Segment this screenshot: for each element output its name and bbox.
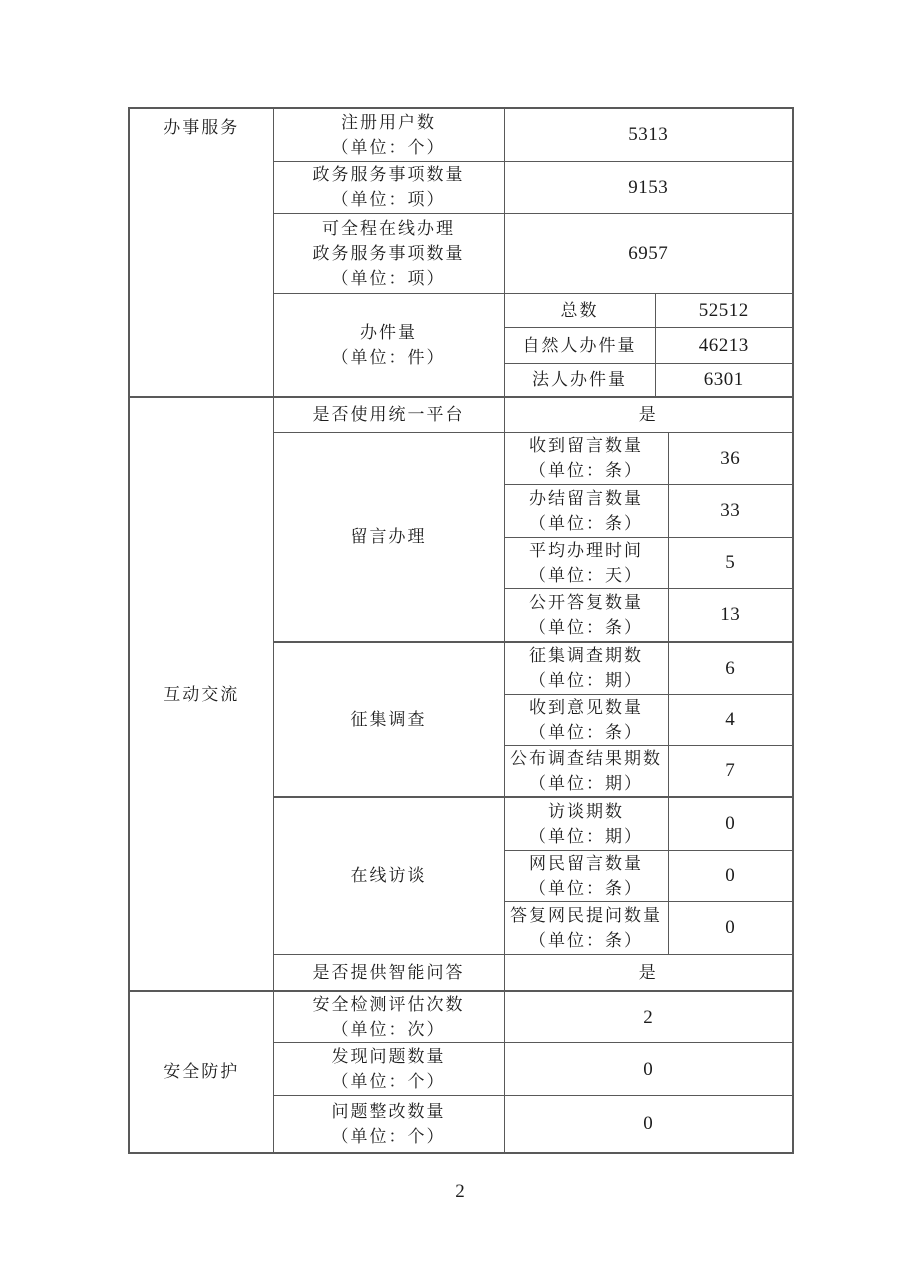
group-unit: （单位：件）: [331, 347, 446, 367]
metric-value: 0: [504, 1096, 793, 1153]
sub-metric-value: 36: [668, 432, 793, 484]
sub-metric-value: 33: [668, 484, 793, 537]
category-label: 安全防护: [163, 1062, 240, 1082]
sub-metric-unit: （单位：期）: [529, 826, 643, 846]
sub-metric-value: 6: [668, 642, 793, 694]
sub-metric-label: 答复网民提问数量: [510, 905, 662, 925]
group-label: 在线访谈: [350, 866, 427, 886]
metric-label-cell: [273, 397, 504, 432]
sub-metric-label: 法人办件量: [504, 363, 655, 397]
metric-label-cell: [273, 213, 504, 293]
sub-metric-value: 0: [668, 901, 793, 954]
metric-unit: （单位：个）: [331, 1072, 446, 1091]
metric-value: 6957: [504, 213, 793, 293]
sub-metric-label: 办结留言数量: [529, 488, 643, 508]
sub-metric-label: 公开答复数量: [529, 592, 643, 612]
sub-metric-unit: （单位：期）: [529, 671, 643, 691]
sub-metric-value: 52512: [655, 293, 793, 327]
sub-metric-value: 4: [668, 694, 793, 745]
sub-metric-label: 收到留言数量: [529, 436, 643, 455]
sub-metric-label: 收到意见数量: [529, 697, 643, 717]
sub-metric-unit: （单位：条）: [529, 617, 643, 637]
metric-label: 发现问题数量: [331, 1047, 446, 1066]
metric-value: 9153: [504, 161, 793, 213]
sub-metric-unit: （单位：条）: [529, 461, 643, 480]
sub-metric-label: 网民留言数量: [529, 853, 643, 873]
metric-label-cell: [273, 954, 504, 991]
sub-metric-label-cell: [504, 484, 668, 537]
sub-metric-label-cell: [504, 901, 668, 954]
sub-metric-label-cell: [504, 745, 668, 797]
annual-report-statistics-table: [128, 107, 794, 1154]
sub-metric-label-cell: [504, 537, 668, 588]
sub-metric-label-cell: [504, 588, 668, 642]
metric-label: 安全检测评估次数: [312, 995, 465, 1014]
category-cell-service: [129, 108, 273, 397]
metric-label: 注册用户数: [341, 112, 436, 132]
metric-label: 政务服务事项数量: [312, 243, 465, 263]
group-label: 办件量: [360, 322, 417, 342]
metric-value: 5313: [504, 108, 793, 161]
metric-label: 是否使用统一平台: [312, 405, 465, 425]
metric-label: 是否提供智能问答: [312, 962, 465, 982]
sub-metric-value: 46213: [655, 327, 793, 363]
sub-metric-unit: （单位：条）: [529, 513, 643, 533]
category-label: 办事服务: [163, 118, 240, 137]
sub-metric-label: 自然人办件量: [504, 327, 655, 363]
metric-value: 0: [504, 1043, 793, 1096]
metric-label: 政务服务事项数量: [312, 165, 465, 184]
sub-metric-label-cell: [504, 797, 668, 850]
group-label-cell-messages: [273, 432, 504, 642]
sub-metric-value: 0: [668, 797, 793, 850]
sub-metric-unit: （单位：期）: [529, 773, 643, 793]
metric-unit: （单位：个）: [331, 1126, 446, 1146]
group-label-cell-interviews: [273, 797, 504, 954]
sub-metric-unit: （单位：条）: [529, 878, 643, 898]
sub-metric-label: 平均办理时间: [529, 540, 643, 560]
metric-label-cell: [273, 1096, 504, 1153]
metric-label-cell: [273, 161, 504, 213]
sub-metric-value: 6301: [655, 363, 793, 397]
sub-metric-unit: （单位：条）: [529, 722, 643, 742]
category-cell-security: [129, 991, 273, 1153]
sub-metric-label-cell: [504, 642, 668, 694]
metric-unit: （单位：项）: [331, 190, 446, 209]
table-row: [129, 397, 793, 432]
sub-metric-value: 5: [668, 537, 793, 588]
metric-unit: （单位：次）: [331, 1020, 446, 1039]
sub-metric-label-cell: [504, 432, 668, 484]
metric-label-cell: [273, 991, 504, 1043]
group-label: 征集调查: [350, 710, 427, 729]
metric-unit: （单位：项）: [331, 268, 446, 288]
sub-metric-label-cell: [504, 694, 668, 745]
group-label: 留言办理: [350, 527, 427, 547]
sub-metric-unit: （单位：天）: [529, 565, 643, 585]
metric-value: 是: [504, 954, 793, 991]
metric-value: 2: [504, 991, 793, 1043]
metric-unit: （单位：个）: [331, 137, 446, 157]
metric-value: 是: [504, 397, 793, 432]
sub-metric-value: 7: [668, 745, 793, 797]
group-label-cell-case-volume: [273, 293, 504, 397]
table-row: [129, 108, 793, 161]
table-row: [129, 991, 793, 1043]
metric-label-cell: [273, 1043, 504, 1096]
metric-label: 问题整改数量: [331, 1101, 446, 1121]
sub-metric-label-cell: [504, 850, 668, 901]
sub-metric-label: 公布调查结果期数: [510, 748, 662, 768]
sub-metric-label: 征集调查期数: [529, 646, 643, 666]
category-cell-interaction: [129, 397, 273, 991]
sub-metric-value: 0: [668, 850, 793, 901]
sub-metric-unit: （单位：条）: [529, 930, 643, 950]
sub-metric-value: 13: [668, 588, 793, 642]
page-number: 2: [455, 1181, 465, 1202]
category-label: 互动交流: [163, 684, 240, 704]
sub-metric-label: 总数: [504, 293, 655, 327]
report-table-wrapper: [128, 107, 794, 1154]
metric-label-cell: [273, 108, 504, 161]
group-label-cell-survey: [273, 642, 504, 797]
metric-label: 可全程在线办理: [322, 218, 455, 238]
sub-metric-label: 访谈期数: [548, 801, 624, 821]
